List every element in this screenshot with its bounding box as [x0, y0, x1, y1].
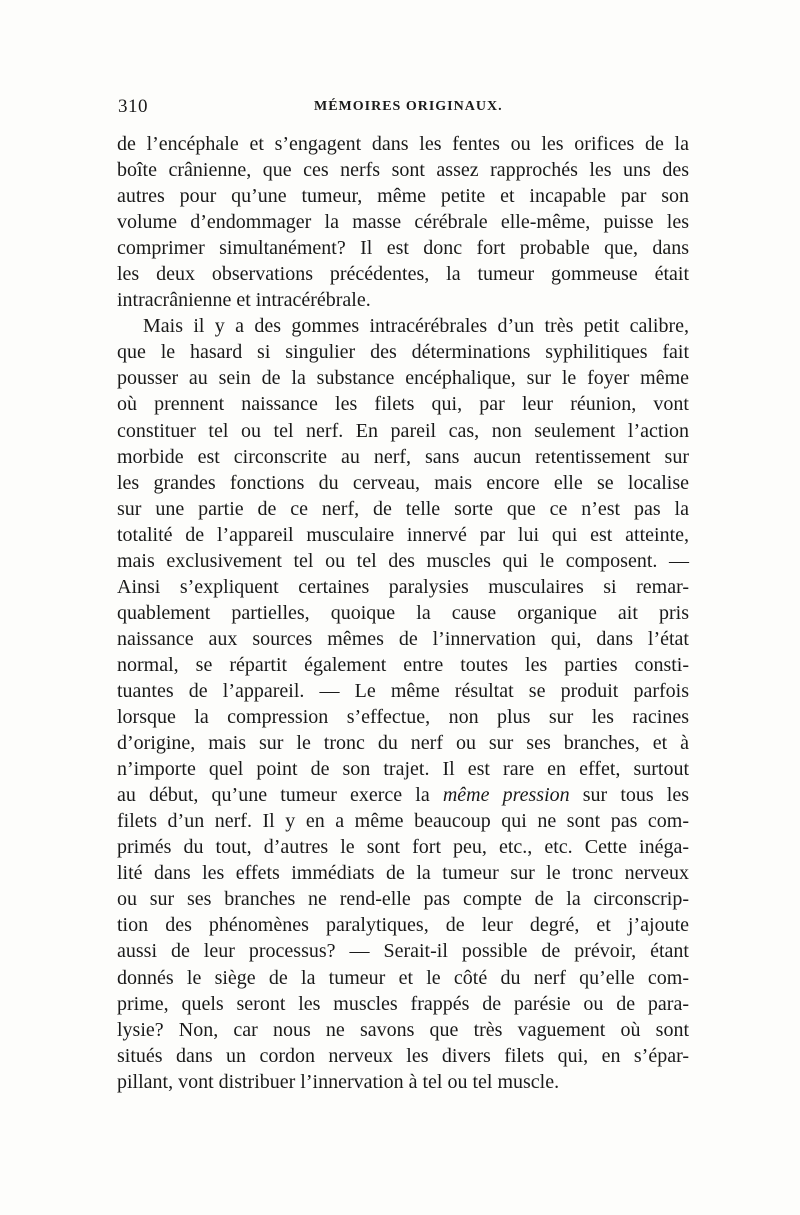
- text-line: n’importe quel point de son trajet. Il est rare en effet, surtout: [117, 758, 689, 781]
- text-line: normal, se répartit également entre toutes les parties consti-: [117, 653, 689, 676]
- text-line: filets d’un nerf. Il y en a même beaucoup qui ne sont pas com-: [117, 810, 689, 833]
- text-line: les deux observations précédentes, la tumeur gommeuse était: [117, 263, 689, 286]
- paragraph-end-line: intracrânienne et intracérébrale.: [117, 289, 371, 312]
- text-line: naissance aux sources mêmes de l’innervation qui, dans l’état: [117, 627, 689, 650]
- text-line: boîte crânienne, que ces nerfs sont assez rapprochés les uns des: [117, 159, 689, 182]
- text-line: tuantes de l’appareil. — Le même résultat se produit parfois: [117, 679, 689, 702]
- text-line: les grandes fonctions du cerveau, mais encore elle se localise: [117, 471, 689, 494]
- body-text: [117, 131, 689, 1095]
- emphasized-phrase: même pression: [442, 784, 570, 807]
- text-line: prime, quels seront les muscles frappés de parésie ou de para-: [117, 992, 689, 1015]
- paragraph-start-line: Mais il y a des gommes intracérébrales d’un très petit calibre,: [143, 315, 689, 338]
- text-line: donnés le siège de la tumeur et le côté du nerf qu’elle com-: [117, 966, 689, 989]
- paragraph-end-line: pillant, vont distribuer l’innervation à tel ou tel muscle.: [117, 1070, 560, 1093]
- text-line: de l’encéphale et s’engagent dans les fentes ou les orifices de la: [117, 133, 689, 155]
- text-line: où prennent naissance les filets qui, par leur réunion, vont: [117, 393, 689, 416]
- text-line: comprimer simultanément? Il est donc fort probable que, dans: [117, 237, 689, 260]
- text-line: lorsque la compression s’effectue, non plus sur les racines: [117, 706, 689, 729]
- page-number: 310: [118, 96, 148, 117]
- text-line: primés du tout, d’autres le sont fort peu, etc., etc. Cette inéga-: [117, 836, 689, 859]
- text-line: que le hasard si singulier des déterminations syphilitiques fait: [117, 341, 689, 364]
- text-line: volume d’endommager la masse cérébrale elle-même, puisse les: [117, 211, 689, 234]
- text-line: morbide est circonscrite au nerf, sans aucun retentissement sur: [117, 445, 689, 468]
- text-line: tion des phénomènes paralytiques, de leur degré, et j’ajoute: [117, 914, 689, 937]
- text-line: constituer tel ou tel nerf. En pareil cas, non seulement l’action: [117, 419, 689, 442]
- text-line: Ainsi s’expliquent certaines paralysies musculaires si remar-: [117, 575, 689, 598]
- text-line: aussi de leur processus? — Serait-il possible de prévoir, étant: [117, 940, 689, 963]
- text-line: d’origine, mais sur le tronc du nerf ou sur ses branches, et à: [117, 732, 689, 755]
- text-line: situés dans un cordon nerveux les divers filets qui, en s’épar-: [117, 1044, 689, 1067]
- text-line: ou sur ses branches ne rend-elle pas compte de la circonscrip-: [117, 888, 689, 911]
- text-line: sur une partie de ce nerf, de telle sorte que ce n’est pas la: [117, 497, 689, 520]
- text-line: lité dans les effets immédiats de la tumeur sur le tronc nerveux: [117, 862, 689, 885]
- text-line: mais exclusivement tel ou tel des muscles qui le composent. —: [117, 549, 689, 572]
- text-line: quablement partielles, quoique la cause organique ait pris: [117, 601, 689, 624]
- text-line: pousser au sein de la substance encéphalique, sur le foyer même: [117, 367, 689, 390]
- text-line: totalité de l’appareil musculaire innervé par lui qui est atteinte,: [117, 523, 689, 546]
- running-title: MÉMOIRES ORIGINAUX.: [314, 99, 503, 114]
- text-line-with-italic: au début, qu’une tumeur exerce la même pression sur tous les: [117, 784, 690, 807]
- text-line: lysie? Non, car nous ne savons que très vaguement où sont: [117, 1018, 689, 1041]
- running-head: [118, 96, 690, 120]
- text-line: autres pour qu’une tumeur, même petite et incapable par son: [117, 185, 689, 208]
